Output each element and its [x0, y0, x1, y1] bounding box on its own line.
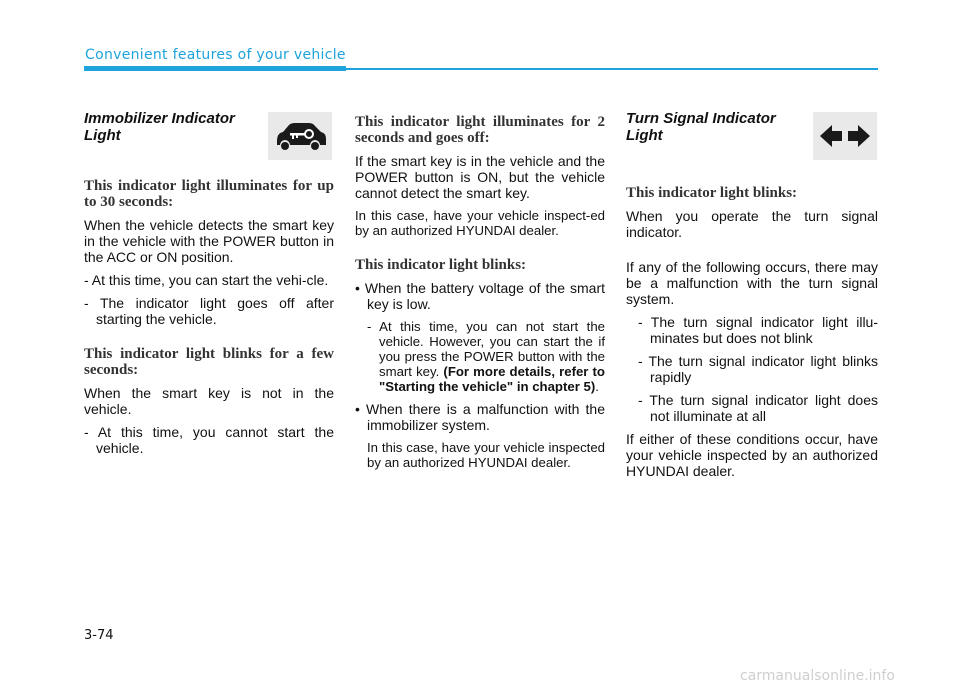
column-turn-signal [626, 110, 878, 486]
turn-signal-paragraph: If any of the following occurs, there may be a malfunction with the turn signal system. [626, 259, 878, 307]
column-immobilizer [84, 110, 334, 463]
immobilizer-subheading-2sec: This indicator light illuminates for 2 seconds and goes off: [355, 114, 605, 146]
immobilizer-paragraph: If the smart key is in the vehicle and the POWER button is ON, but the vehicle cannot detect the smart key. [355, 153, 605, 201]
turn-signal-section-title: Turn Signal Indicator Light [626, 110, 776, 144]
immobilizer-dash-item: - At this time, you can start the vehi-cle. [84, 272, 329, 288]
page-number: 3-74 [84, 628, 114, 643]
immobilizer-paragraph: When the vehicle detects the smart key in the vehicle with the POWER button in the ACC or ON position. [84, 217, 334, 265]
immobilizer-dash-item: - The indicator light goes off after starting the vehicle. [84, 295, 334, 327]
immobilizer-subheading-illuminates: This indicator light illuminates for up to 30 seconds: [84, 178, 334, 210]
immobilizer-inner-end: . [595, 379, 599, 394]
immobilizer-inner-text: - At this time, you can not start the vehicle. However, you can start the if you press the POWER button with the smart key. [367, 319, 605, 379]
watermark: carmanualsonline.info [740, 668, 895, 684]
immobilizer-subheading-blinks-2: This indicator light blinks: [355, 257, 527, 273]
immobilizer-paragraph: When the smart key is not in the vehicle. [84, 385, 334, 417]
header-rule [346, 68, 878, 70]
immobilizer-section-title: Immobilizer Indicator Light [84, 110, 235, 144]
immobilizer-inner-paragraph: In this case, have your vehicle inspected by an authorized HYUNDAI dealer. [367, 440, 605, 470]
immobilizer-bullet-item: • When there is a malfunction with the immobilizer system. [355, 401, 605, 433]
immobilizer-inner-item [355, 319, 605, 394]
chapter-reference: (For more details, refer to "Starting the vehicle" in chapter 5) [379, 364, 605, 394]
turn-signal-subheading: This indicator light blinks: [626, 185, 798, 201]
turn-signal-dash-item: - The turn signal indicator light illu-minates but does not blink [638, 314, 878, 346]
header-bar-accent [84, 66, 346, 71]
section-header-title: Convenient features of your vehicle [85, 47, 346, 63]
column-immobilizer-continued [355, 114, 605, 477]
turn-signal-paragraph: When you operate the turn signal indicator. [626, 208, 878, 240]
turn-signal-dash-item: - The turn signal indicator light does not illuminate at all [638, 392, 878, 424]
turn-signal-dash-item: - The turn signal indicator light blinks rapidly [638, 353, 878, 385]
immobilizer-dash-item: - At this time, you cannot start the vehicle. [84, 424, 334, 456]
immobilizer-bullet-item: • When the battery voltage of the smart key is low. [355, 280, 605, 312]
immobilizer-subheading-blinks: This indicator light blinks for a few seconds: [84, 346, 334, 378]
immobilizer-paragraph: In this case, have your vehicle inspect-ed by an authorized HYUNDAI dealer. [355, 208, 605, 238]
turn-signal-paragraph: If either of these conditions occur, have your vehicle inspected by an authorized HYUNDAI dealer. [626, 431, 878, 479]
